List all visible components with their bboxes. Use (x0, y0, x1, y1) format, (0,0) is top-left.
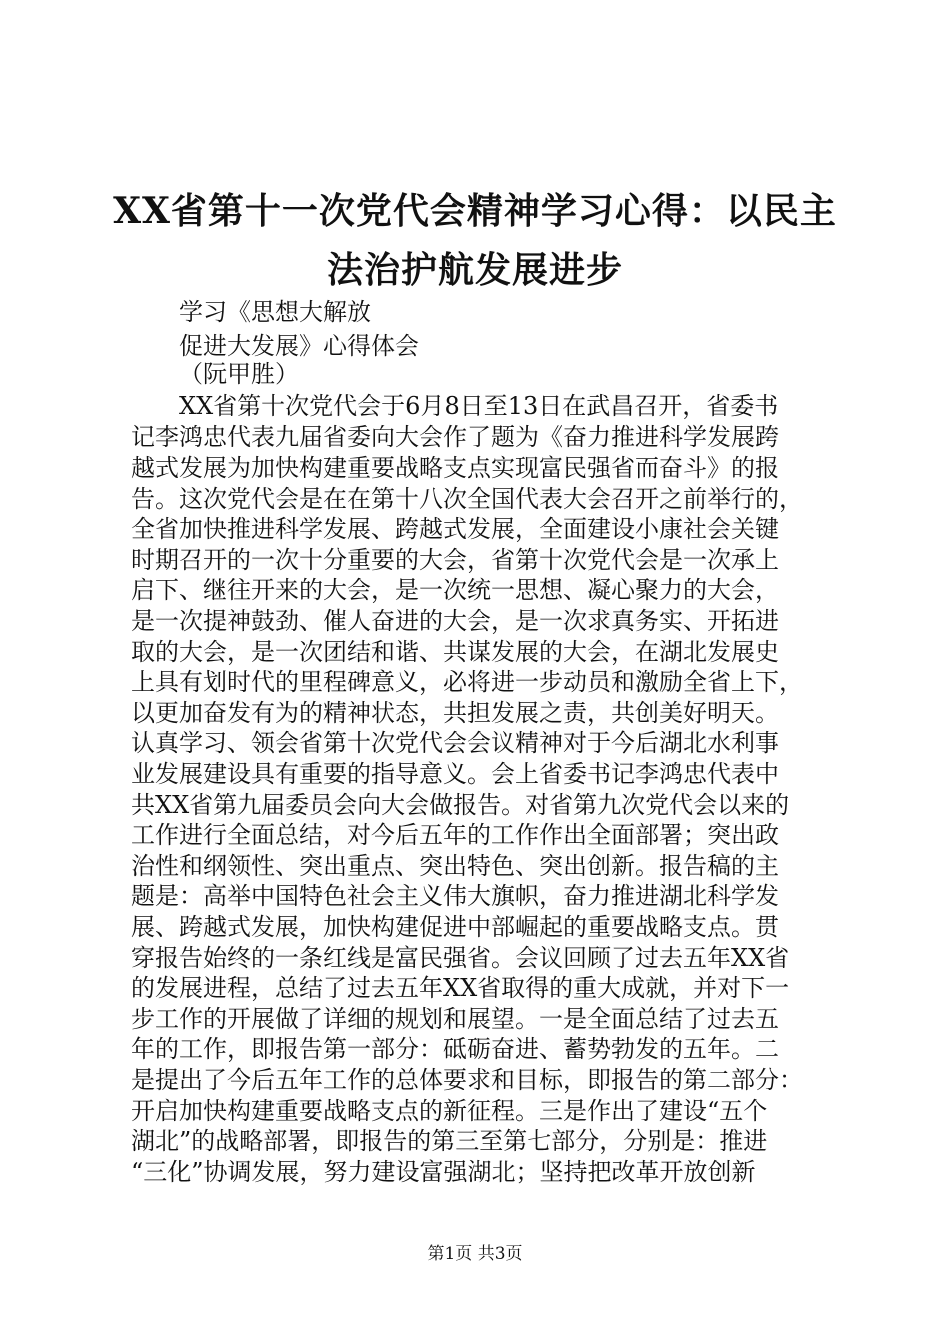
intro-line-2: 促进大发展》心得体会 (179, 332, 419, 360)
body-line: 启下、继往开来的大会，是一次统一思想、凝心聚力的大会， (131, 576, 779, 604)
body-line: 全省加快推进科学发展、跨越式发展，全面建设小康社会关键 (131, 515, 779, 543)
body-line: 时期召开的一次十分重要的大会，省第十次党代会是一次承上 (131, 546, 779, 574)
body-line: 以更加奋发有为的精神状态，共担发展之责，共创美好明天。 (131, 699, 779, 727)
body-line: 业发展建设具有重要的指导意义。会上省委书记李鸿忠代表中 (131, 760, 779, 788)
body-line: 步工作的开展做了详细的规划和展望。一是全面总结了过去五 (131, 1005, 779, 1033)
body-line: 越式发展为加快构建重要战略支点实现富民强省而奋斗》的报 (131, 454, 779, 482)
intro-line-1: 学习《思想大解放 (179, 298, 371, 326)
body-line: “三化”协调发展，努力建设富强湖北；坚持把改革开放创新 (131, 1158, 756, 1186)
body-line: 展、跨越式发展，加快构建促进中部崛起的重要战略支点。贯 (131, 913, 779, 941)
body-line: 的发展进程，总结了过去五年XX省取得的重大成就，并对下一 (131, 974, 790, 1002)
body-line: 是提出了今后五年工作的总体要求和目标，即报告的第二部分： (131, 1066, 803, 1094)
intro-author: （阮甲胜） (179, 360, 299, 388)
body-line: 是一次提神鼓劲、催人奋进的大会，是一次求真务实、开拓进 (131, 607, 779, 635)
document-title-line-2: 法治护航发展进步 (326, 249, 623, 291)
body-line: 记李鸿忠代表九届省委向大会作了题为《奋力推进科学发展跨 (131, 423, 779, 451)
body-line: 湖北”的战略部署，即报告的第三至第七部分，分别是：推进 (131, 1127, 768, 1155)
document-title-line-1: XX省第十一次党代会精神学习心得：以民主 (113, 190, 837, 232)
body-line: 认真学习、领会省第十次党代会会议精神对于今后湖北水利事 (131, 729, 779, 757)
body-line: 告。这次党代会是在在第十八次全国代表大会召开之前举行的， (131, 485, 803, 513)
body-line: 开启加快构建重要战略支点的新征程。三是作出了建设“五个 (131, 1097, 768, 1125)
body-line: 题是：高举中国特色社会主义伟大旗帜，奋力推进湖北科学发 (131, 882, 779, 910)
body-line: 穿报告始终的一条红线是富民强省。会议回顾了过去五年XX省 (131, 944, 790, 972)
body-line: XX省第十次党代会于6月8日至13日在武昌召开，省委书 (179, 392, 779, 420)
body-line: 上具有划时代的里程碑意义，必将进一步动员和激励全省上下， (131, 668, 803, 696)
page-number-footer: 第1页 共3页 (427, 1244, 523, 1264)
body-line: 共XX省第九届委员会向大会做报告。对省第九次党代会以来的 (131, 791, 790, 819)
body-line: 取的大会，是一次团结和谐、共谋发展的大会，在湖北发展史 (131, 638, 779, 666)
body-line: 治性和纲领性、突出重点、突出特色、突出创新。报告稿的主 (131, 852, 779, 880)
body-line: 年的工作，即报告第一部分：砥砺奋进、蓄势勃发的五年。二 (131, 1035, 779, 1063)
body-line: 工作进行全面总结，对今后五年的工作作出全面部署；突出政 (131, 821, 779, 849)
